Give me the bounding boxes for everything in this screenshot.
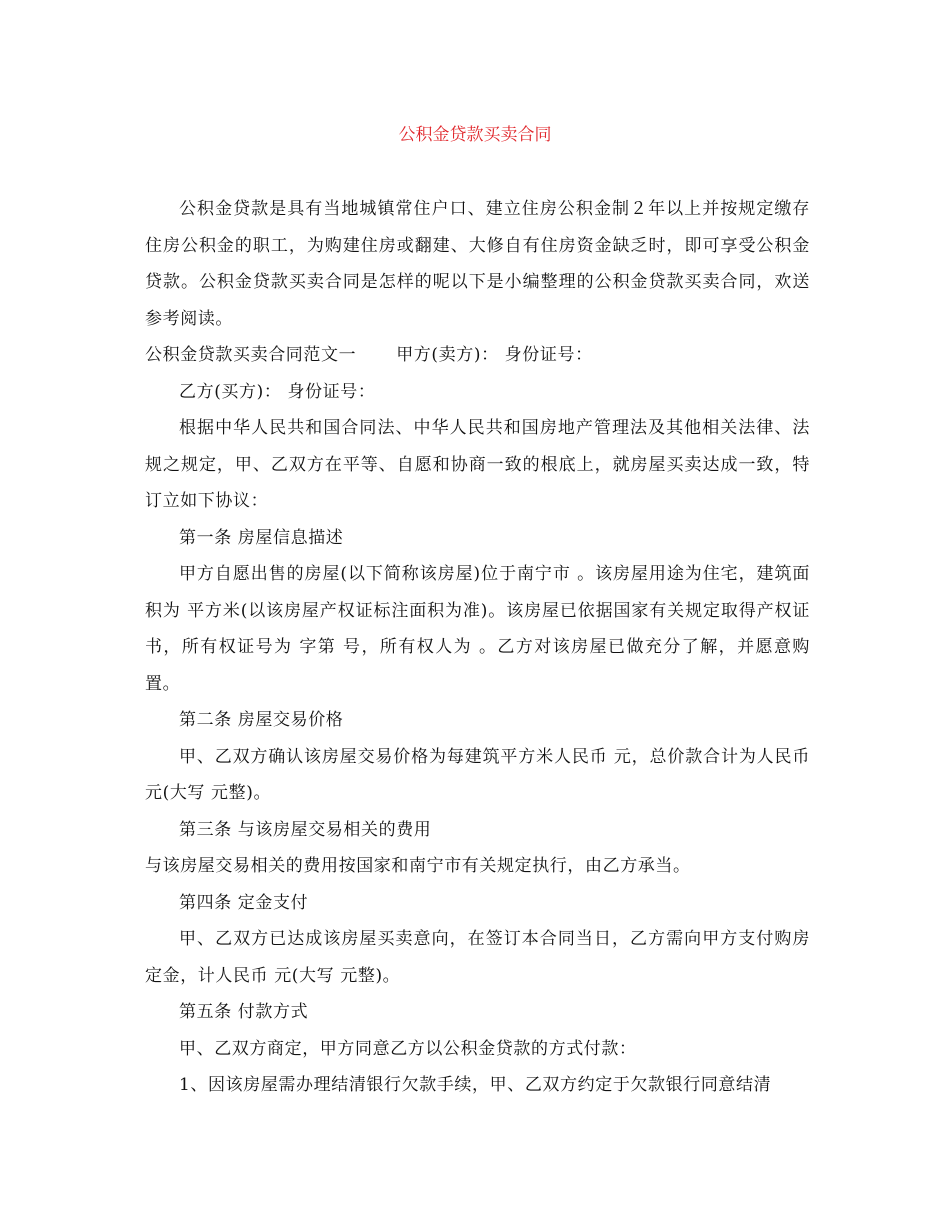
sample-heading-paragraph xyxy=(145,337,810,374)
article-3-body: 与该房屋交易相关的费用按国家和南宁市有关规定执行，由乙方承当。 xyxy=(145,856,691,876)
party-a-line: 甲方(卖方)： 身份证号： xyxy=(396,345,593,365)
article-2-body: 甲、乙双方确认该房屋交易价格为每建筑平方米人民币 元，总价款合计为人民币 元(大写 元整)。 xyxy=(145,746,810,803)
article-4-title: 第四条 定金支付 xyxy=(179,892,309,913)
document-title: 公积金贷款买卖合同 xyxy=(398,125,552,145)
sample-heading: 公积金贷款买卖合同范文一 xyxy=(145,345,357,365)
basis-paragraph: 根据中华人民共和国合同法、中华人民共和国房地产管理法及其他相关法律、法规之规定，甲、乙双方在平等、自愿和协商一致的根底上，就房屋买卖达成一致，特订立如下协议： xyxy=(145,418,810,511)
article-5-title: 第五条 付款方式 xyxy=(179,1002,309,1022)
party-b-line: 乙方(买方)： 身份证号： xyxy=(179,381,376,402)
article-5-item-1: 1、因该房屋需办理结清银行欠款手续，甲、乙双方约定于欠款银行同意结清 xyxy=(179,1075,772,1095)
article-2-title: 第二条 房屋交易价格 xyxy=(179,710,344,730)
article-1-title: 第一条 房屋信息描述 xyxy=(179,527,344,548)
document-body xyxy=(145,191,810,1104)
article-3-title: 第三条 与该房屋交易相关的费用 xyxy=(179,819,432,840)
article-1-body: 甲方自愿出售的房屋(以下简称该房屋)位于南宁市 。该房屋用途为住宅，建筑面积为 平方米(以该房屋产权证标注面积为准)。该房屋已依据国家有关规定取得产权证书，所有权证号为 字第 号，所有权人为 。乙方对该房屋已做充分了解，并愿意购置。 xyxy=(145,564,810,694)
article-4-body: 甲、乙双方已达成该房屋买卖意向，在签订本合同当日，乙方需向甲方支付购房定金，计人民币 元(大写 元整)。 xyxy=(145,929,810,986)
article-5-body: 甲、乙双方商定，甲方同意乙方以公积金贷款的方式付款： xyxy=(179,1038,637,1059)
intro-paragraph: 公积金贷款是具有当地城镇常住户口、建立住房公积金制２年以上并按规定缴存住房公积金的职工，为购建住房或翻建、大修自有住房资金缺乏时，即可享受公积金贷款。公积金贷款买卖合同是怎样的呢以下是小编整理的公积金贷款买卖合同，欢送参考阅读。 xyxy=(145,199,810,329)
